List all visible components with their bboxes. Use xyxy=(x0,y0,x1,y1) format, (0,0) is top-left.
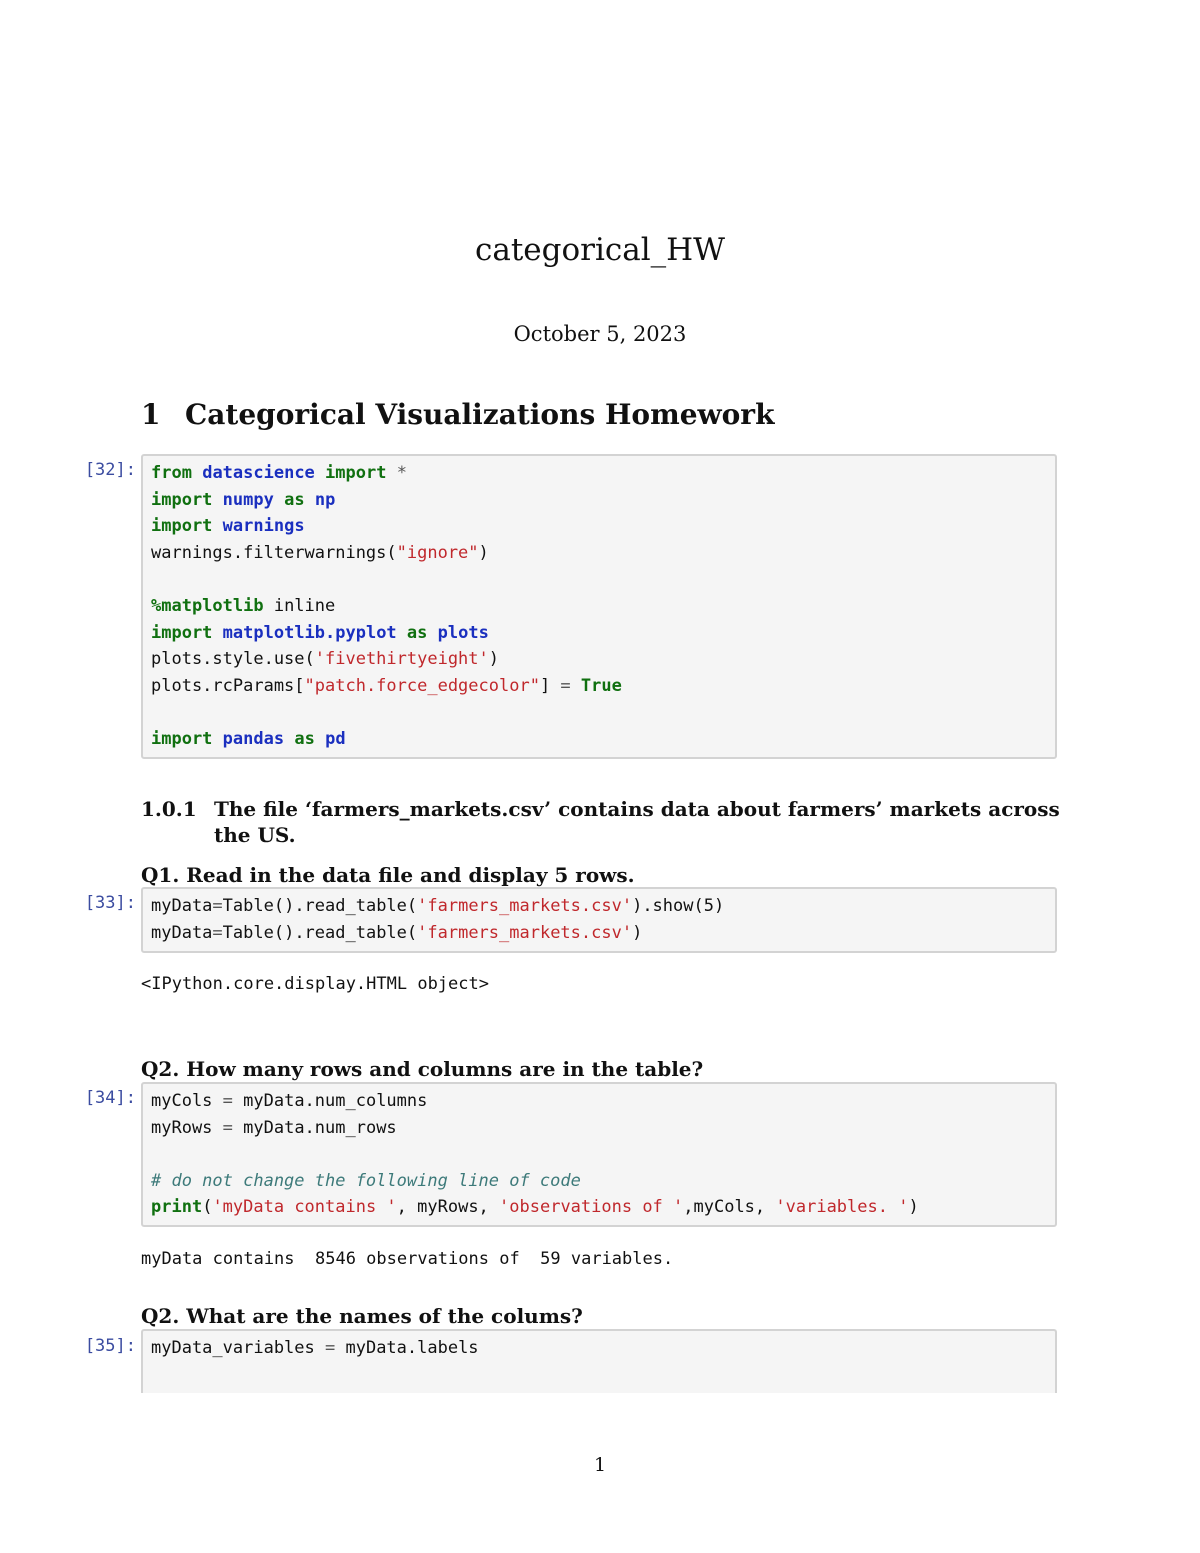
question-q2-rows-columns: Q2. How many rows and columns are in the table? xyxy=(141,1057,704,1081)
subsection-heading xyxy=(141,796,1061,848)
page-number: 1 xyxy=(593,1454,607,1476)
cell-prompt: [33]: xyxy=(84,893,136,913)
cell-output: myData contains 8546 observations of 59 variables. xyxy=(141,1249,674,1269)
code-cell[interactable] xyxy=(141,1082,1057,1227)
section-number: 1 xyxy=(141,398,161,431)
document-title: categorical_HW xyxy=(474,232,726,268)
code-block: from datascience import * import numpy as np import warnings warnings.filterwarnings("ignore") %matplotlib inline import matplotlib.pyplot as plots plots.style.use('fivethirtyeight') plots.rcParams["patch.force_edgecolor"] = True import pandas as pd xyxy=(151,463,622,749)
document-date: October 5, 2023 xyxy=(513,322,687,346)
cell-prompt: [32]: xyxy=(84,460,136,480)
code-block: myCols = myData.num_columns myRows = myData.num_rows # do not change the following line of code print('myData contains ', myRows, 'observations of ',myCols, 'variables. ') xyxy=(151,1091,919,1218)
subsection-number: 1.0.1 xyxy=(141,797,197,821)
code-cell[interactable] xyxy=(141,1329,1057,1393)
cell-prompt: [34]: xyxy=(84,1088,136,1108)
code-block: myData_variables = myData.labels xyxy=(151,1338,479,1358)
question-q2-column-names: Q2. What are the names of the colums? xyxy=(141,1304,583,1328)
subsection-text: The file ‘farmers_markets.csv’ contains data about farmers’ markets across the US. xyxy=(214,797,1060,847)
cell-prompt: [35]: xyxy=(84,1336,136,1356)
code-block: myData=Table().read_table('farmers_markets.csv').show(5) myData=Table().read_table('farmers_markets.csv') xyxy=(151,896,725,943)
code-cell[interactable] xyxy=(141,454,1057,759)
code-cell[interactable] xyxy=(141,887,1057,953)
cell-output: <IPython.core.display.HTML object> xyxy=(141,974,489,994)
section-title: Categorical Visualizations Homework xyxy=(185,398,775,431)
section-heading xyxy=(141,398,774,431)
question-q1: Q1. Read in the data file and display 5 rows. xyxy=(141,863,635,887)
